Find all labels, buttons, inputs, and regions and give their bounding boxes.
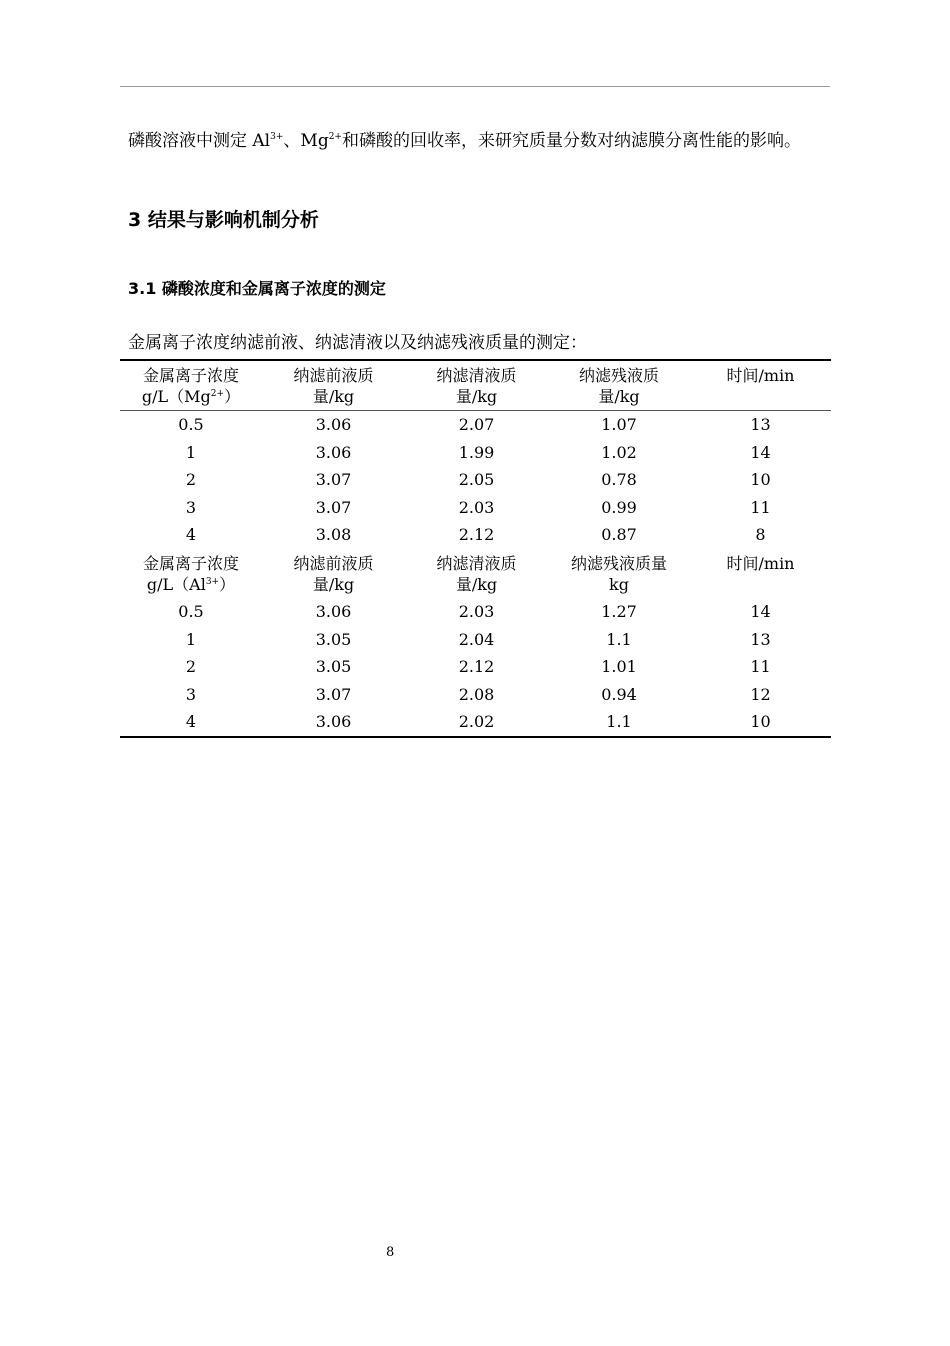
table-row (120, 521, 831, 549)
header-cell: 纳滤前液质 量/kg (262, 360, 405, 411)
table-cell: 0.5 (178, 415, 204, 434)
table-cell: 0.99 (601, 497, 637, 517)
table-cell: 0.87 (601, 525, 637, 545)
table-cell: 1.07 (601, 415, 637, 434)
table-cell: 11 (750, 497, 771, 517)
header-cell: 金属离子浓度 $g/L(Mg^{2+})$ (120, 360, 262, 411)
table-cell: 10 (690, 708, 831, 737)
table-cell: 3.07 (315, 470, 352, 490)
table-row (120, 439, 831, 467)
table-cell: 1.99 (458, 442, 495, 462)
table-cell: 2.04 (458, 629, 495, 649)
table-cell: 12 (750, 684, 771, 704)
table-row (120, 411, 831, 439)
table-cell: 1.01 (601, 657, 637, 677)
table-cell: 1.1 (548, 708, 690, 737)
table-cell: 3.07 (315, 684, 352, 704)
table-cell: 14 (750, 601, 771, 621)
table-row (120, 681, 831, 709)
table-cell: 11 (750, 657, 771, 677)
table-cell: 1 (185, 629, 197, 649)
header-rule (120, 86, 830, 87)
table-cell: 2.03 (458, 601, 495, 621)
table-cell: 3.05 (315, 629, 352, 649)
header-cell: 纳滤残液质 量/kg (548, 360, 690, 411)
table-cell: 2.12 (458, 657, 495, 677)
header-cell: 纳滤前液质 量/kg (293, 553, 374, 594)
table-cell: 3.06 (262, 708, 405, 737)
header-cell: 时间/min (690, 360, 831, 411)
header-cell: 金属离子浓度 $g/L(Al^{3+})$ (142, 553, 239, 594)
table-cell: 0.78 (601, 470, 637, 490)
table-cell: 1 (185, 442, 197, 462)
table-cell: 2.07 (458, 415, 495, 434)
subsection-heading: 3.1 磷酸浓度和金属离子浓度的测定 (128, 279, 386, 298)
table-row (120, 626, 831, 654)
table-cell: 10 (750, 470, 771, 490)
table-cell: 14 (750, 442, 771, 462)
table-cell: 0.94 (601, 684, 637, 704)
table-cell: 1.27 (601, 601, 637, 621)
table-cell: 3.06 (315, 415, 352, 434)
mass-measurement-table (120, 359, 831, 738)
header-cell: 纳滤清液质 量/kg (436, 553, 517, 594)
table-cell: 2.08 (458, 684, 495, 704)
table-header-al (120, 549, 831, 598)
table-cell: 3 (185, 497, 197, 517)
intro-paragraph: 磷酸溶液中测定 $Al^{3+}$、$Mg^{2+}$和磷酸的回收率，来研究质量分数对纳滤膜分离性能的影响。 (128, 131, 801, 151)
table-cell: 2.02 (405, 708, 548, 737)
table-cell: 2 (185, 657, 197, 677)
table-cell: 3.08 (315, 525, 352, 545)
table-cell: 3.06 (315, 442, 352, 462)
table-cell: 4 (185, 525, 197, 545)
table-cell: 3.06 (315, 601, 352, 621)
table-cell: 3.07 (315, 497, 352, 517)
table-row (120, 708, 831, 737)
table-cell: 4 (120, 708, 262, 737)
table-row (120, 466, 831, 494)
table-cell: 13 (750, 415, 771, 434)
table-cell: 2.05 (458, 470, 495, 490)
table-row (120, 653, 831, 681)
page-number: 8 (386, 1245, 395, 1260)
table-cell: 1.1 (606, 629, 632, 649)
table-caption: 金属离子浓度纳滤前液、纳滤清液以及纳滤残液质量的测定： (128, 333, 587, 353)
table-cell: 1.02 (601, 442, 637, 462)
table-header-mg (120, 360, 831, 411)
table-cell: 3 (185, 684, 197, 704)
table-row (120, 494, 831, 522)
table-cell: 0.5 (178, 601, 204, 621)
section-heading: 3 结果与影响机制分析 (128, 209, 319, 231)
table-row (120, 598, 831, 626)
table-cell: 2 (185, 470, 197, 490)
table-cell: 13 (750, 629, 771, 649)
table-cell: 2.03 (458, 497, 495, 517)
table-cell: 8 (755, 525, 766, 545)
table-cell: 2.12 (458, 525, 495, 545)
header-cell: 纳滤清液质 量/kg (405, 360, 548, 411)
header-cell: 纳滤残液质量 kg (570, 553, 667, 594)
header-cell: 时间/min (726, 553, 795, 573)
table-cell: 3.05 (315, 657, 352, 677)
